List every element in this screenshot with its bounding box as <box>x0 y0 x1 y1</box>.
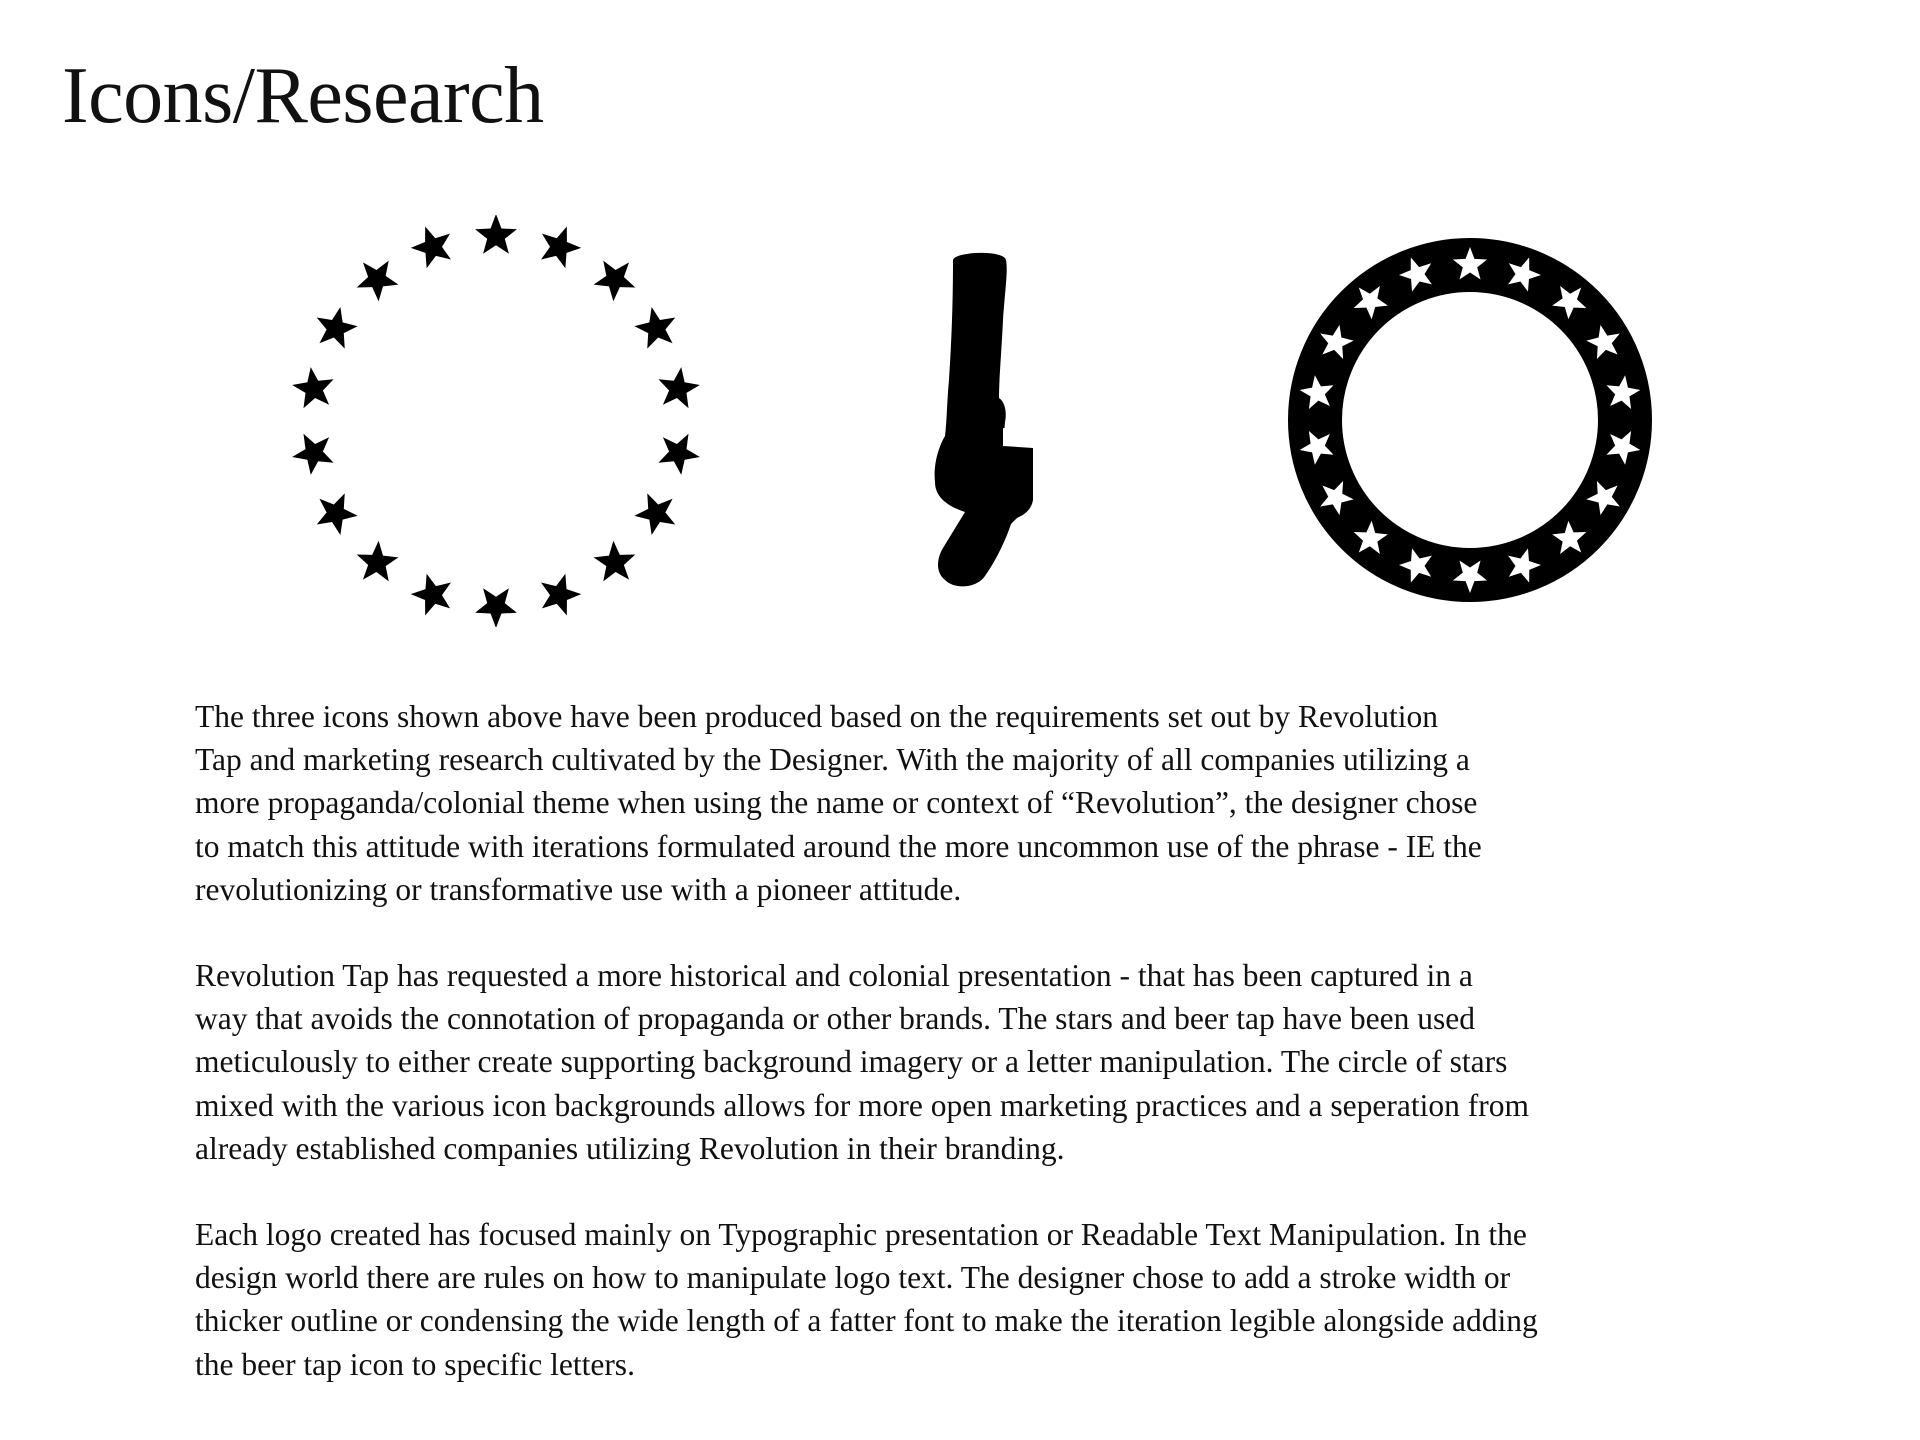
page-title: Icons/Research <box>62 52 544 140</box>
star-icon <box>594 541 636 582</box>
star-icon <box>541 574 581 616</box>
paragraph-3: Each logo created has focused mainly on Typographic presentation or Readable Text Manipulation. In the design world there are rules on how to manipulate logo text. The designer chose to add a stroke width or thicker outline or condensing the wide length of a fatter font to make the iteration legible alongside adding the beer tap icon to specific letters. <box>195 1217 1538 1382</box>
body-text <box>195 695 1755 1429</box>
star-icon <box>658 434 699 475</box>
ring-band <box>1315 265 1625 575</box>
paragraph-1: The three icons shown above have been produced based on the requirements set out by Revolution Tap and marketing research cultivated by the Designer. With the majority of all companies utilizing a more propaganda/colonial theme when using the name or context of “Revolution”, the designer chose to match this attitude with iterations formulated around the more uncommon use of the phrase - IE the revolutionizing or transformative use with a pioneer attitude. <box>195 699 1482 907</box>
star-icon <box>317 307 358 349</box>
star-icon <box>541 226 581 268</box>
star-icon <box>594 261 636 302</box>
star-icon <box>292 367 333 408</box>
star-icon <box>357 261 399 302</box>
star-icon <box>357 541 399 582</box>
star-icon <box>475 215 517 254</box>
star-icon <box>658 367 699 408</box>
star-ring-icon <box>1285 235 1655 605</box>
beer-tap-icon <box>925 250 1065 590</box>
star-icon <box>475 588 517 627</box>
star-icon <box>411 574 451 616</box>
paragraph-2: Revolution Tap has requested a more historical and colonial presentation - that has been captured in a way that avoids the connotation of propaganda or other brands. The stars and beer tap have been used meticulously to either create supporting background imagery or a letter manipulation. The circle of stars mixed with the various icon backgrounds allows for more open marketing practices and a seperation from already established companies utilizing Revolution in their branding. <box>195 958 1529 1166</box>
star-icon <box>634 493 675 535</box>
star-icon <box>411 226 451 268</box>
beer-tap-handle <box>935 253 1033 586</box>
star-circle-icon <box>290 215 702 627</box>
star-icon <box>634 307 675 349</box>
star-icon <box>292 434 333 475</box>
beer-tap-notch <box>1003 428 1017 446</box>
star-icon <box>317 493 358 535</box>
